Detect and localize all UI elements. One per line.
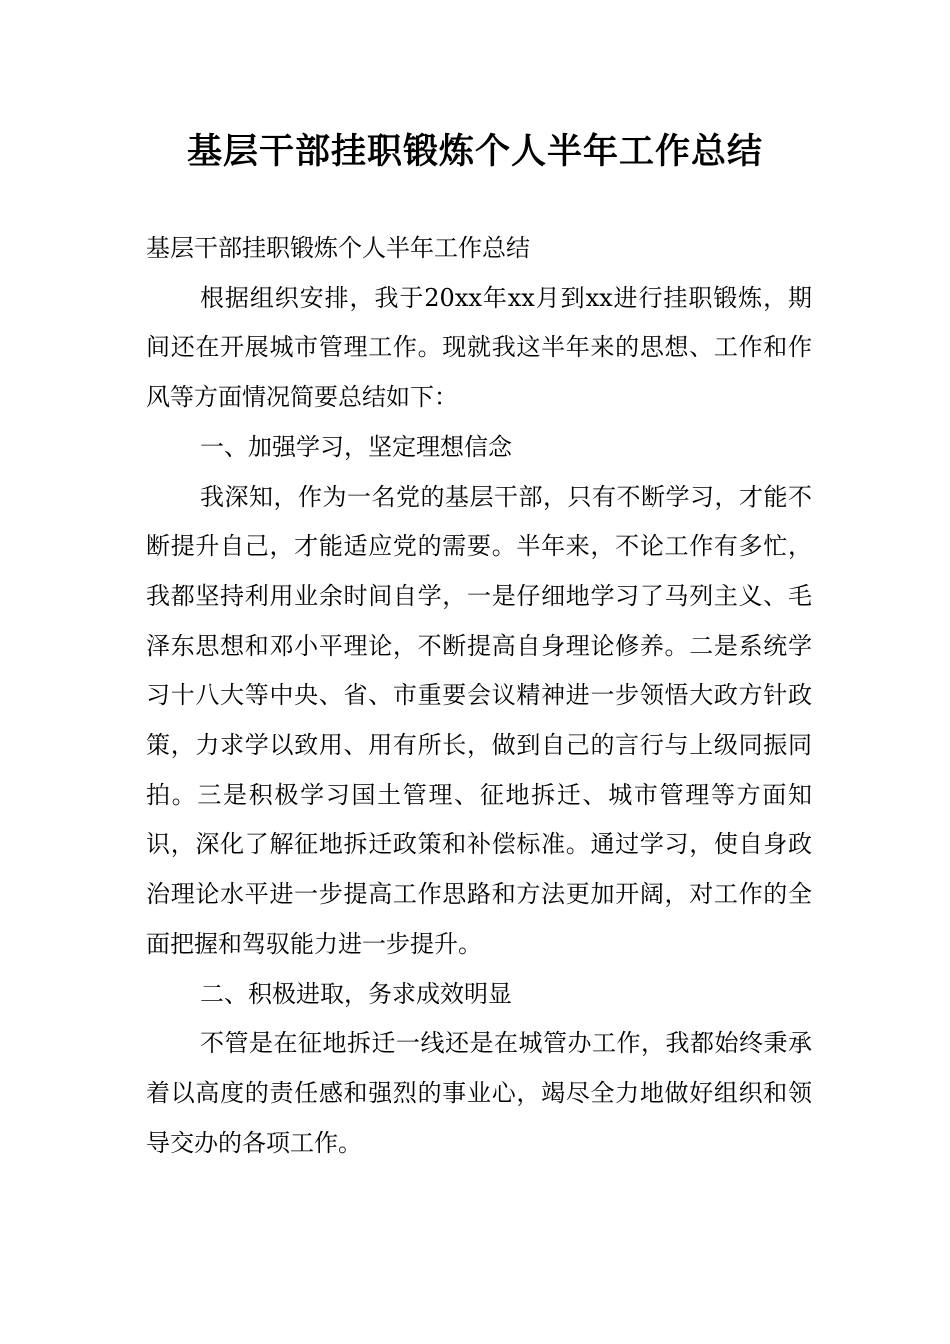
section-heading-2: 二、积极进取，务求成效明显 xyxy=(200,979,512,1008)
intro-paragraph: 根据组织安排，我于20xx年xx月到xx进行挂职锻炼，期间还在开展城市管理工作。现就我这半年来的思想、工作和作风等方面情况简要总结如下： xyxy=(146,283,812,412)
document-body xyxy=(146,224,812,1168)
section-2-paragraph: 不管是在征地拆迁一线还是在城管办工作，我都始终秉承着以高度的责任感和强烈的事业心，竭尽全力地做好组织和领导交办的各项工作。 xyxy=(146,1029,812,1157)
body-heading: 基层干部挂职锻炼个人半年工作总结 xyxy=(146,234,530,262)
document-title: 基层干部挂职锻炼个人半年工作总结 xyxy=(186,132,763,172)
section-1-paragraph: 我深知，作为一名党的基层干部，只有不断学习，才能不断提升自己，才能适应党的需要。半年来，不论工作有多忙，我都坚持利用业余时间自学，一是仔细地学习了马列主义、毛泽东思想和邓小平理论，不断提高自身理论修养。二是系统学习十八大等中央、省、市重要会议精神进一步领悟大政方针政策，力求学以致用、用有所长，做到自己的言行与上级同振同拍。三是积极学习国土管理、征地拆迁、城市管理等方面知识，深化了解征地拆迁政策和补偿标准。通过学习，使自身政治理论水平进一步提高工作思路和方法更加开阔，对工作的全面把握和驾驭能力进一步提升。 xyxy=(146,482,812,958)
section-heading-1: 一、加强学习，坚定理想信念 xyxy=(200,432,512,461)
